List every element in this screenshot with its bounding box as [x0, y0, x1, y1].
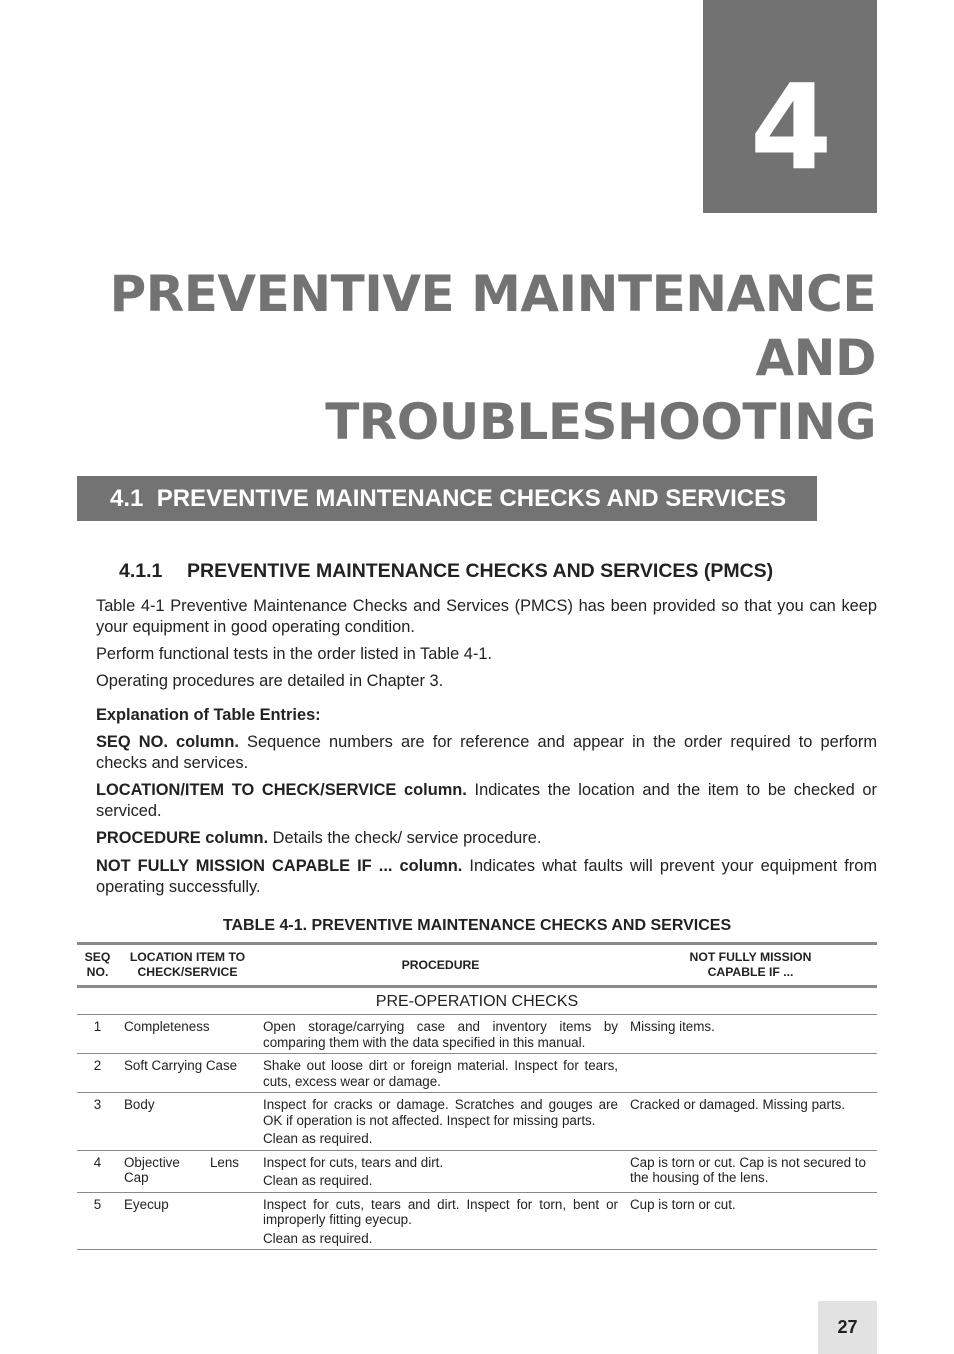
subsection-heading [119, 558, 773, 584]
cell-seq-no: 2 [77, 1054, 118, 1093]
explanation-desc: Indicates what faults will prevent your equipment from operating successfully. [96, 857, 877, 896]
explanation-term: NOT FULLY MISSION CAPABLE IF ... column. [96, 857, 463, 875]
header-location-line1: LOCATION ITEM TO [129, 950, 246, 964]
cell-nfmc: Cap is torn or cut. Cap is not secured to the housing of the lens. [624, 1150, 877, 1192]
table-group-row [77, 987, 877, 1015]
explanation-desc: Details the check/ service procedure. [268, 829, 542, 847]
pmcs-table [77, 942, 877, 1250]
cell-nfmc: Missing items. [624, 1015, 877, 1054]
procedure-line: Clean as required. [263, 1173, 373, 1188]
cell-procedure [257, 1150, 624, 1192]
section-number: 4.1 [110, 485, 144, 512]
location-text: Objective Lens Cap [124, 1154, 239, 1185]
section-heading-bar [77, 476, 817, 521]
chapter-number-box [703, 0, 877, 213]
header-seq-line2: NO. [86, 965, 109, 979]
table-row [77, 1150, 877, 1192]
explanation-heading-text: Explanation of Table Entries: [96, 706, 321, 724]
cell-location [118, 1093, 257, 1151]
header-seq-no [77, 944, 118, 987]
table-row [77, 1192, 877, 1250]
location-text: Soft Carrying Case [124, 1058, 238, 1073]
explanation-heading [96, 705, 877, 726]
header-nfmc-line2: CAPABLE IF ... [707, 965, 794, 979]
table-row [77, 1054, 877, 1093]
header-nfmc-line1: NOT FULLY MISSION [689, 950, 812, 964]
location-text: Body [124, 1097, 155, 1112]
chapter-title-line-1: PREVENTIVE MAINTENANCE AND [109, 265, 876, 387]
cell-procedure [257, 1054, 624, 1093]
header-nfmc [624, 944, 877, 987]
procedure-line: Clean as required. [263, 1230, 373, 1246]
explanation-desc: Sequence numbers are for reference and appear in the order required to perform checks and services. [96, 733, 877, 772]
location-text: Completeness [124, 1019, 210, 1034]
paragraph-intro: Table 4-1 Preventive Maintenance Checks and Services (PMCS) has been provided so that you can keep your equipment in good operating condition. [96, 597, 877, 636]
header-procedure: PROCEDURE [257, 944, 624, 987]
cell-procedure [257, 1015, 624, 1054]
explanation-procedure [96, 828, 877, 849]
procedure-line: Inspect for cuts, tears and dirt. [263, 1154, 444, 1170]
cell-seq-no: 1 [77, 1015, 118, 1054]
section-heading [110, 484, 786, 514]
chapter-title-line-2: TROUBLESHOOTING [325, 393, 876, 451]
explanation-desc: Indicates the location and the item to be checked or serviced. [96, 781, 877, 820]
explanation-term: LOCATION/ITEM TO CHECK/SERVICE column. [96, 781, 467, 799]
header-location [118, 944, 257, 987]
subsection-number: 4.1.1 [119, 560, 163, 582]
group-label: PRE-OPERATION CHECKS [77, 987, 877, 1015]
procedure-line: Inspect for cracks or damage. Scratches and gouges are OK if operation is not affected. Inspect for missing parts. [263, 1097, 618, 1128]
explanation-location [96, 780, 877, 821]
page-number: 27 [818, 1301, 877, 1354]
table-row [77, 1015, 877, 1054]
explanation-term: SEQ NO. column. [96, 733, 239, 751]
subsection-title: PREVENTIVE MAINTENANCE CHECKS AND SERVICES (PMCS) [187, 560, 774, 582]
table-row [77, 1093, 877, 1151]
header-seq-line1: SEQ [84, 950, 111, 964]
table-title: TABLE 4-1. PREVENTIVE MAINTENANCE CHECKS AND SERVICES [222, 917, 732, 934]
cell-nfmc: Cup is torn or cut. [624, 1192, 877, 1250]
procedure-line: Inspect for cuts, tears and dirt. Inspect for torn, bent or improperly fitting eyecup. [263, 1196, 618, 1227]
cell-location [118, 1192, 257, 1250]
section-title: PREVENTIVE MAINTENANCE CHECKS AND SERVICES [156, 485, 787, 512]
cell-procedure [257, 1093, 624, 1151]
explanation-seq-no [96, 732, 877, 773]
cell-nfmc: Cracked or damaged. Missing parts. [624, 1093, 877, 1151]
paragraph-operating-procedures: Operating procedures are detailed in Chapter 3. [96, 672, 444, 690]
cell-location [118, 1015, 257, 1054]
cell-nfmc [624, 1054, 877, 1093]
explanation-term: PROCEDURE column. [96, 829, 269, 847]
paragraph-functional-tests: Perform functional tests in the order listed in Table 4-1. [96, 645, 493, 663]
header-location-line2: CHECK/SERVICE [137, 965, 238, 979]
location-text: Eyecup [124, 1196, 169, 1212]
chapter-number: 4 [749, 58, 831, 196]
cell-seq-no: 5 [77, 1192, 118, 1250]
table-header-row [77, 944, 877, 987]
procedure-line: Shake out loose dirt or foreign material. Inspect for tears, cuts, excess wear or damage. [263, 1058, 618, 1089]
explanation-nfmc [96, 856, 877, 897]
cell-procedure [257, 1192, 624, 1250]
chapter-title [56, 262, 876, 454]
cell-location [118, 1054, 257, 1093]
cell-location [118, 1150, 257, 1192]
cell-seq-no: 3 [77, 1093, 118, 1151]
procedure-line: Clean as required. [263, 1131, 373, 1146]
procedure-line: Open storage/carrying case and inventory items by comparing them with the data specified in this manual. [263, 1019, 618, 1050]
cell-seq-no: 4 [77, 1150, 118, 1192]
